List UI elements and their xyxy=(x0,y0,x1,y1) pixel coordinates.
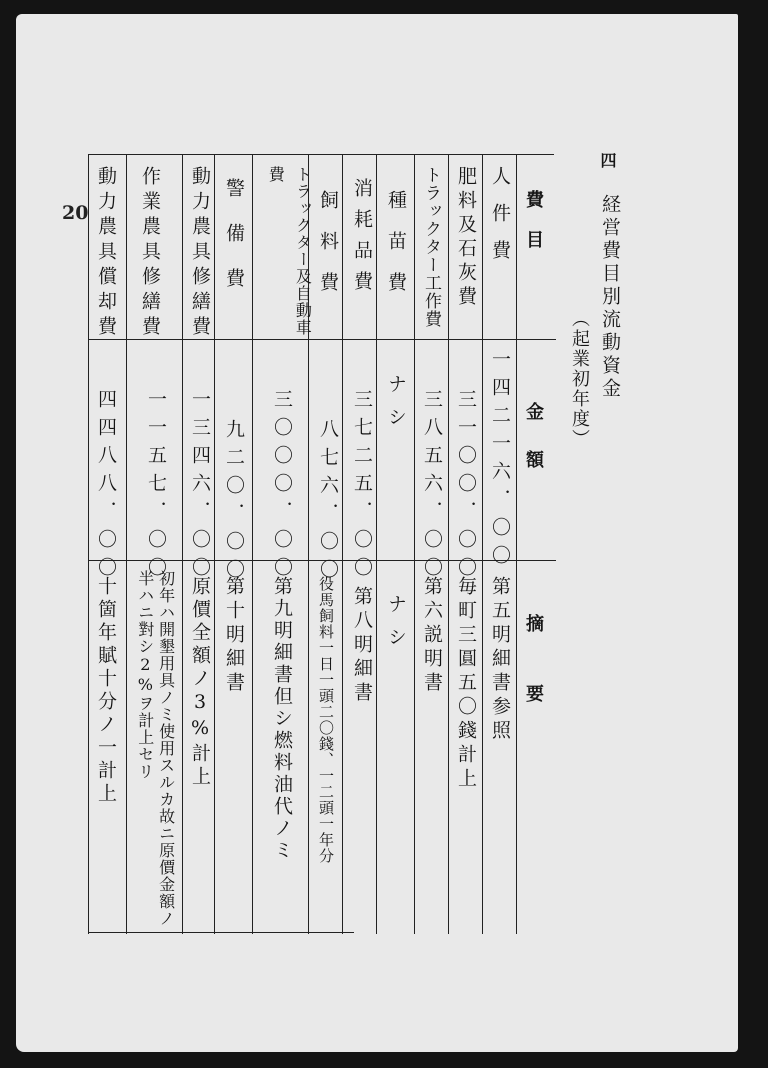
row-divider xyxy=(252,154,253,934)
row-amount: 一一五七．〇〇 xyxy=(145,389,167,585)
row-divider xyxy=(342,154,343,934)
row-item: 警備費 xyxy=(223,178,245,313)
row-note: 第九明細書但シ燃料油代ノミ xyxy=(271,576,293,862)
header-note: 摘要 xyxy=(523,614,544,754)
row-amount: 一四二一六．〇〇 xyxy=(489,349,511,573)
row-divider xyxy=(214,154,215,934)
row-amount: 八七六．〇〇 xyxy=(317,419,339,587)
table-top-rule xyxy=(88,154,554,155)
row-item: 人件費 xyxy=(489,166,511,277)
row-divider xyxy=(414,154,415,934)
row-item: 動力農具修繕費 xyxy=(189,166,211,341)
row-item: 飼料費 xyxy=(317,190,339,313)
row-amount: 三〇〇〇．〇〇 xyxy=(271,389,293,585)
row-note: 毎町三圓五〇錢計上 xyxy=(455,576,477,792)
row-item: 動力農具償却費 xyxy=(95,166,117,341)
row-amount: ナシ xyxy=(385,374,407,440)
table-bottom-rule xyxy=(88,932,354,933)
row-note: ナシ xyxy=(385,594,407,660)
row-amount: 九二〇．〇〇 xyxy=(223,419,245,587)
row-item: 肥料及石灰費 xyxy=(455,166,477,310)
header-item: 費目 xyxy=(523,190,544,270)
row-divider xyxy=(376,154,377,934)
row-amount: 三一〇〇．〇〇 xyxy=(455,389,477,585)
row-item: トラックター及自動車費 xyxy=(266,166,313,336)
header-divider xyxy=(516,154,517,934)
table-subtitle: （起業初年度） xyxy=(569,309,590,449)
table-title: 経営費目別流動資金 xyxy=(599,194,621,401)
row-note: 第六説明書 xyxy=(421,576,443,696)
row-divider xyxy=(182,154,183,934)
row-note: 役馬飼料一日一頭二〇錢、一二頭一年分 xyxy=(317,576,335,864)
row-note: 原價全額ノ3%計上 xyxy=(189,576,211,789)
row-note: 十箇年賦十分ノ一計上 xyxy=(95,576,117,806)
row-note: 初年ハ開墾用具ノミ使用スルカ故ニ原價金額ノ半ハニ對シ2%ヲ計上セリ xyxy=(135,570,176,927)
row-divider xyxy=(126,154,127,934)
row-amount: 四四八八．〇〇 xyxy=(95,389,117,585)
row-note: 第五明細書参照 xyxy=(489,576,511,744)
row-divider xyxy=(448,154,449,934)
row-item: 作業農具修繕費 xyxy=(139,166,161,341)
table-left-border xyxy=(88,154,89,934)
row-item: トラックター工作費 xyxy=(421,166,441,328)
sheet-number: 四 xyxy=(598,152,617,168)
header-amount: 金額 xyxy=(523,402,544,498)
row-divider xyxy=(482,154,483,934)
row-amount: 三八五六．〇〇 xyxy=(421,389,443,585)
row-amount: 三七二五．〇〇 xyxy=(351,389,373,585)
page-number: 20 xyxy=(62,202,89,224)
row-note: 第十明細書 xyxy=(223,576,245,696)
row-item: 消耗品費 xyxy=(351,178,373,302)
row-amount: 一三四六．〇〇 xyxy=(189,389,211,585)
row-note: 第八明細書 xyxy=(351,586,373,706)
row-item: 種苗費 xyxy=(385,190,407,313)
document-page xyxy=(16,14,738,1052)
